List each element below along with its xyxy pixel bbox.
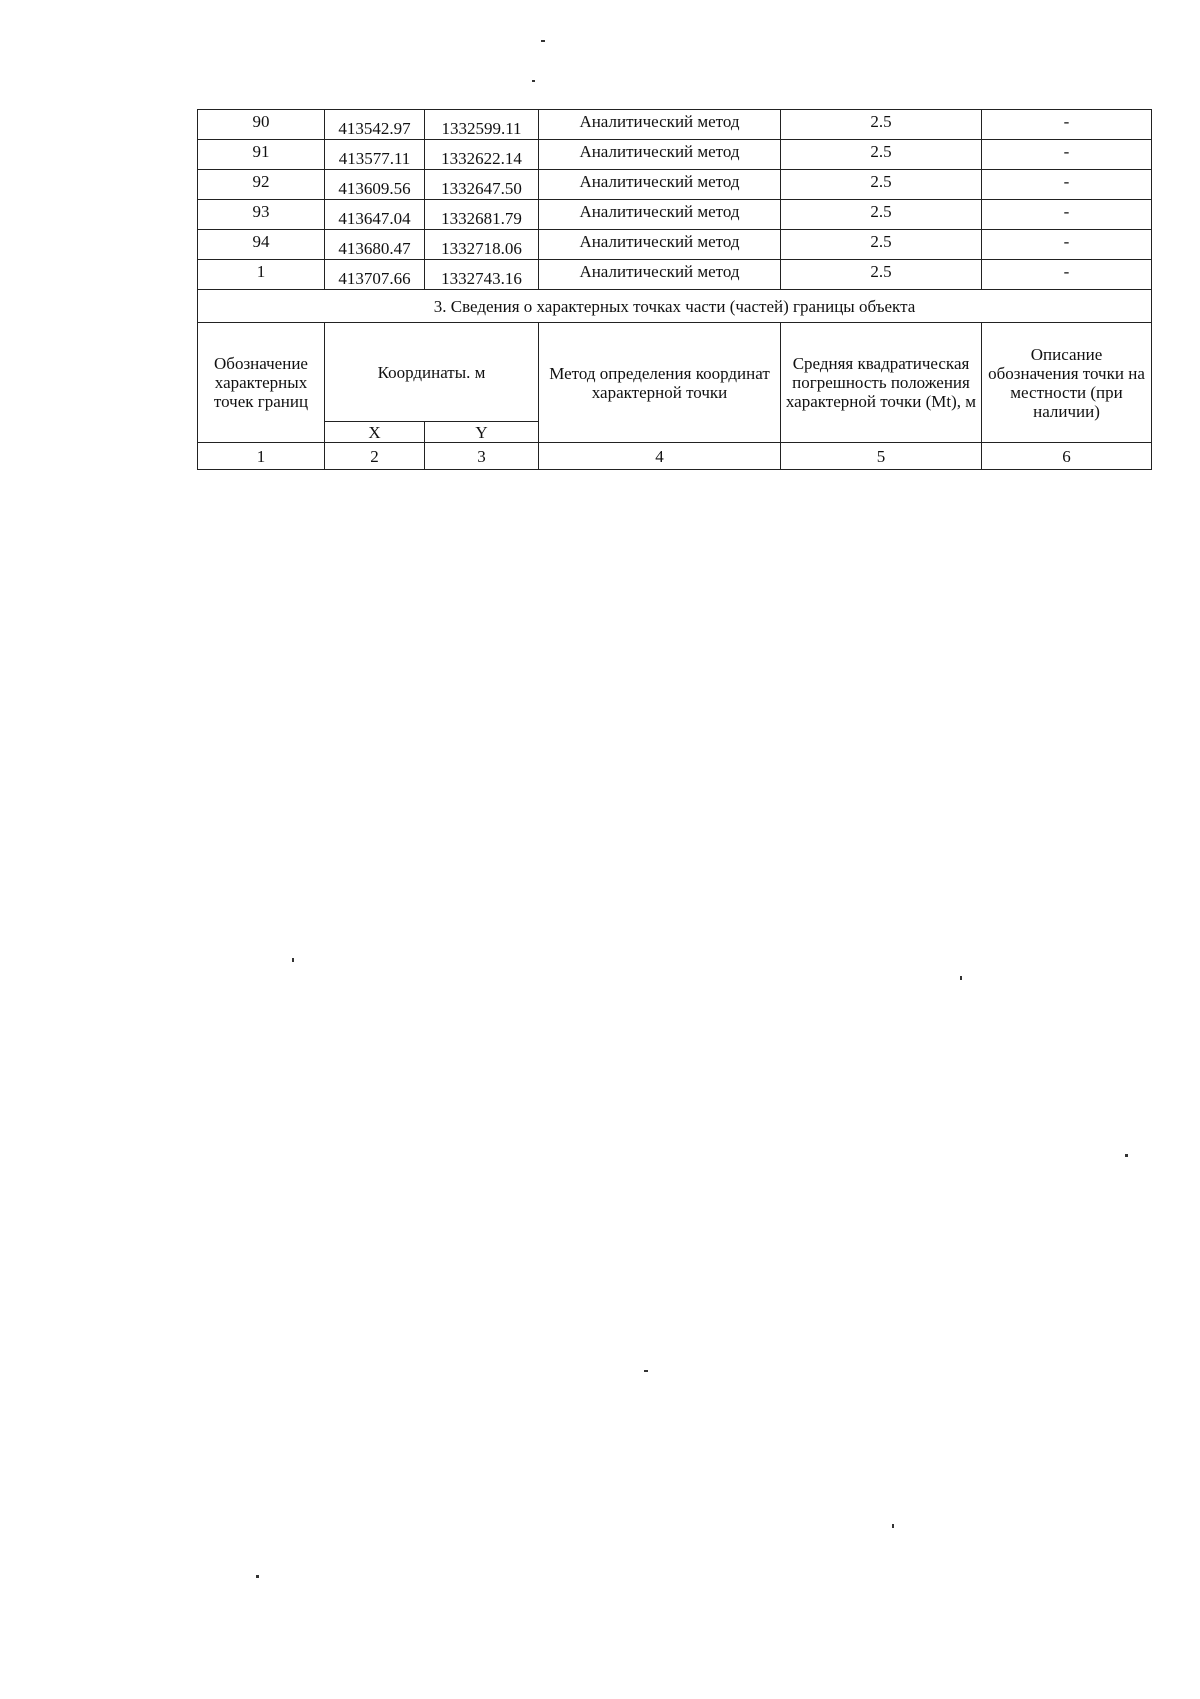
section-title: 3. Сведения о характерных точках части (частей) границы объекта (198, 290, 1152, 323)
cell-mt: 2.5 (781, 200, 982, 230)
cell-x: 413707.66 (325, 260, 425, 290)
scan-speck (256, 1575, 259, 1578)
cell-point: 91 (198, 140, 325, 170)
table-row (198, 230, 1152, 260)
table-row (198, 260, 1152, 290)
scan-speck (532, 80, 535, 82)
cell-mt: 2.5 (781, 260, 982, 290)
cell-y: 1332622.14 (425, 140, 539, 170)
cell-method: Аналитический метод (539, 260, 781, 290)
cell-description: - (982, 200, 1152, 230)
scan-speck (644, 1370, 648, 1372)
cell-point: 94 (198, 230, 325, 260)
cell-mt: 2.5 (781, 230, 982, 260)
cell-x: 413680.47 (325, 230, 425, 260)
header-method: Метод определения координат характерной точки (539, 323, 781, 443)
cell-x: 413577.11 (325, 140, 425, 170)
scan-speck (892, 1524, 894, 1528)
cell-point: 92 (198, 170, 325, 200)
cell-description: - (982, 110, 1152, 140)
cell-point: 90 (198, 110, 325, 140)
cell-x: 413609.56 (325, 170, 425, 200)
cell-method: Аналитический метод (539, 110, 781, 140)
cell-method: Аналитический метод (539, 140, 781, 170)
cell-x: 413647.04 (325, 200, 425, 230)
cell-method: Аналитический метод (539, 170, 781, 200)
scan-speck (292, 958, 294, 962)
header-row (198, 323, 1152, 422)
boundary-points-table (197, 109, 1152, 470)
cell-y: 1332647.50 (425, 170, 539, 200)
cell-y: 1332743.16 (425, 260, 539, 290)
scan-speck (1125, 1154, 1128, 1157)
cell-x: 413542.97 (325, 110, 425, 140)
cell-description: - (982, 170, 1152, 200)
scan-speck (960, 976, 962, 980)
column-number: 5 (781, 443, 982, 470)
data-rows (198, 110, 1152, 290)
cell-point: 1 (198, 260, 325, 290)
cell-y: 1332681.79 (425, 200, 539, 230)
header-coordinates: Координаты. м (325, 323, 539, 422)
table-row (198, 200, 1152, 230)
column-number: 2 (325, 443, 425, 470)
scan-speck (541, 40, 545, 42)
column-number: 1 (198, 443, 325, 470)
cell-description: - (982, 260, 1152, 290)
table-row (198, 110, 1152, 140)
cell-method: Аналитический метод (539, 230, 781, 260)
header-point-designation: Обозначение характерных точек границ (198, 323, 325, 443)
header-x: X (325, 422, 425, 443)
column-number: 4 (539, 443, 781, 470)
cell-y: 1332599.11 (425, 110, 539, 140)
section-row (198, 290, 1152, 323)
cell-mt: 2.5 (781, 140, 982, 170)
column-number: 6 (982, 443, 1152, 470)
cell-point: 93 (198, 200, 325, 230)
column-number: 3 (425, 443, 539, 470)
cell-method: Аналитический метод (539, 200, 781, 230)
cell-mt: 2.5 (781, 110, 982, 140)
header-mean-square-error: Средняя квадратическая погрешность положения характерной точки (Mt), м (781, 323, 982, 443)
column-number-row (198, 443, 1152, 470)
header-y: Y (425, 422, 539, 443)
cell-description: - (982, 230, 1152, 260)
cell-mt: 2.5 (781, 170, 982, 200)
cell-description: - (982, 140, 1152, 170)
table-row (198, 140, 1152, 170)
table-row (198, 170, 1152, 200)
header-description: Описание обозначения точки на местности (при наличии) (982, 323, 1152, 443)
cell-y: 1332718.06 (425, 230, 539, 260)
